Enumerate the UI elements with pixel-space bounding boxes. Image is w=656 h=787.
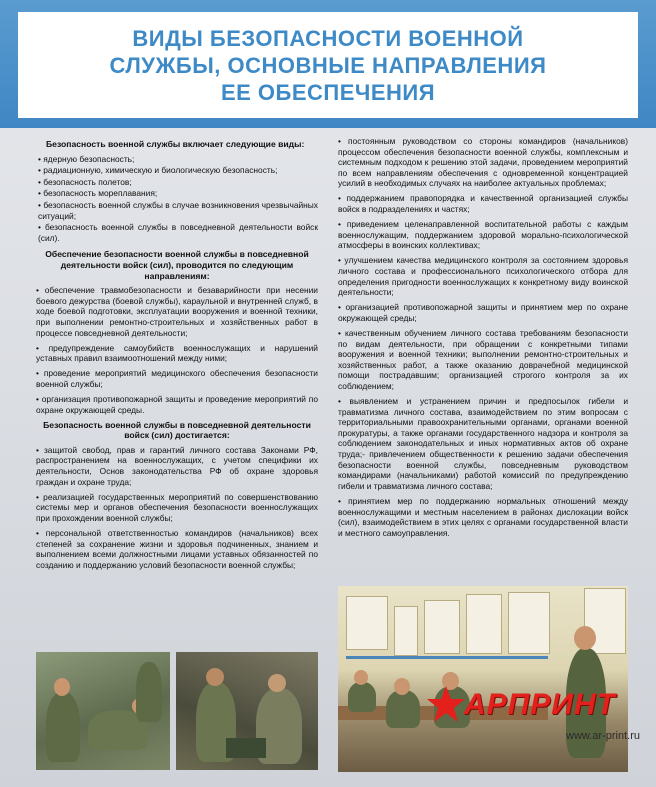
paragraph: • обеспечение травмобезопасности и безаварийности при несении боевого дежурства (боевой службы), караульной и внутренней служб, в ходе боевой подготовки, эксплуатации вооружения и военной техники, при выполнении ремонтно-строительных и хозяйственных работ в процессе повседневной деятельности; [36, 285, 318, 338]
list-item: • безопасность военной службы в случае возникновения чрезвычайных ситуаций; [38, 199, 318, 221]
left-column [36, 136, 318, 575]
right-column [338, 136, 628, 543]
paragraph: • поддержанием правопорядка и качественной организацией службы войск в подразделениях и частях; [338, 193, 628, 215]
wall-poster [346, 596, 388, 650]
photo-first-aid [36, 652, 170, 770]
paragraph: • улучшением качества медицинского контроля за состоянием здоровья личного состава и профессионального психологического отбора для определения пригодности военнослужащих к конкретному виду воинской деятельности; [338, 255, 628, 298]
soldier-head [354, 670, 368, 685]
kinds-heading: Безопасность военной службы включает следующие виды: [46, 139, 305, 149]
brand-name: АРПРИНТ [464, 688, 616, 721]
soldier-figure [46, 692, 80, 762]
star-icon [426, 684, 466, 724]
paragraph: • постоянным руководством со стороны командиров (начальников) процессом обеспечения безопасности военной службы, комплексным и системным подходом к решению этой задачи, проведением мероприятий по всем направлениям обеспечения с одновременной концентрацией усилий в необходимых случаях на наиболее актуальных проблемах; [338, 136, 628, 189]
list-item: • ядерную безопасность; [38, 153, 135, 164]
instructor-head [574, 626, 596, 650]
poster-title [110, 25, 547, 106]
brand-logo [424, 682, 644, 742]
soldier-head [54, 678, 70, 696]
list-item: • безопасность военной службы в повседневной деятельности войск (сил). [38, 222, 318, 243]
paragraph: • предупреждение самоубийств военнослужащих и нарушений уставных правил взаимоотношений между ними; [36, 342, 318, 364]
photo-classroom [338, 586, 628, 772]
list-item: • безопасность полетов; [38, 176, 132, 187]
daily-heading: Обеспечение безопасности военной службы в повседневной деятельности войск (сил), проводится по следующим направлениям: [45, 249, 309, 281]
header-band [0, 0, 656, 128]
wall-poster [466, 594, 502, 654]
title-line-2: СЛУЖБЫ, ОСНОВНЫЕ НАПРАВЛЕНИЯ [109, 52, 547, 78]
soldier-figure [386, 690, 420, 728]
paragraph: • организацией противопожарной защиты и принятием мер по охране окружающей среды; [338, 302, 628, 323]
list-item: • безопасность мореплавания; [38, 188, 158, 199]
soldier-figure [348, 682, 376, 712]
paragraph: • реализацией государственных мероприятий по совершенствованию системы мер и органов обеспечения безопасности военнослужащих при прохождении военной службы; [36, 491, 318, 523]
paragraph: • персональной ответственностью командиров (начальников) всех степеней за сохранение жизни и здоровья подчиненных, знанием и выполнением всеми должностными лицами уставных обязанностей по созданию и поддержанию условий безопасности военной службы; [36, 528, 318, 570]
wall-rail [346, 656, 548, 659]
wall-poster [424, 600, 460, 654]
paragraph: • принятием мер по поддержанию нормальных отношений между военнослужащими и местным населением в районах дислокации войск (сил), взаимодействием в этих целях с органами государственной власти и местного самоуправления. [338, 495, 628, 538]
soldier-head [206, 668, 224, 686]
paragraph: • выявлением и устранением причин и предпосылок гибели и травматизма личного состава, взаимодействием по этим вопросам с территориальными правоохранительными органами, органами военной прокуратуры, а также органами государственного надзора и контроля за соблюдением законодательных и иных нормативных актов об охране труда;- привлечением общественности к решению задачи обеспечения безопасности военной службы, повседневным руководством командирами (начальниками) работой комиссий по предупреждению гибели и травматизма личного состава; [338, 396, 628, 491]
paragraph: • качественным обучением личного состава требованиям безопасности по видам деятельности, при обращении с конкретными типами вооружения и военной техники; выполнении ремонтно-строительных и хозяйственных работ, а также оказанию доврачебной медицинской помощи пострадавшим; организацией строгого контроля за их соблюдением; [338, 328, 628, 391]
kinds-list [36, 154, 318, 244]
list-item: • радиационную, химическую и биологическую безопасность; [38, 165, 278, 176]
soldier-head [394, 678, 410, 695]
soldier-figure [136, 662, 162, 722]
paragraph: • приведением целенаправленной воспитательной работы с каждым военнослужащим, поддержанием здоровой морально-психологической атмосферы в воинских коллективах; [338, 219, 628, 251]
achieved-heading: Безопасность военной службы в повседневной деятельности войск (сил) достигается: [43, 419, 311, 441]
title-panel [18, 12, 638, 118]
wall-poster [508, 592, 550, 654]
paragraph: • проведение мероприятий медицинского обеспечения безопасности военной службы; [36, 368, 318, 389]
equipment-box [226, 738, 266, 758]
paragraph: • защитой свобод, прав и гарантий личного состава Законами РФ, распространением на военнослужащих, с учетом специфики их деятельности, Основ законодательства РФ об охране здоровья граждан и охране труда; [36, 444, 318, 487]
photo-equipment [176, 652, 318, 770]
paragraph: • организация противопожарной защиты и проведение мероприятий по охране окружающей среды. [36, 393, 318, 415]
soldier-head [268, 674, 286, 692]
brand-url: www.ar-print.ru [566, 730, 640, 742]
title-line-1: ВИДЫ БЕЗОПАСНОСТИ ВОЕННОЙ [132, 25, 524, 51]
title-line-3: ЕЕ ОБЕСПЕЧЕНИЯ [220, 79, 436, 105]
wall-poster [394, 606, 418, 656]
